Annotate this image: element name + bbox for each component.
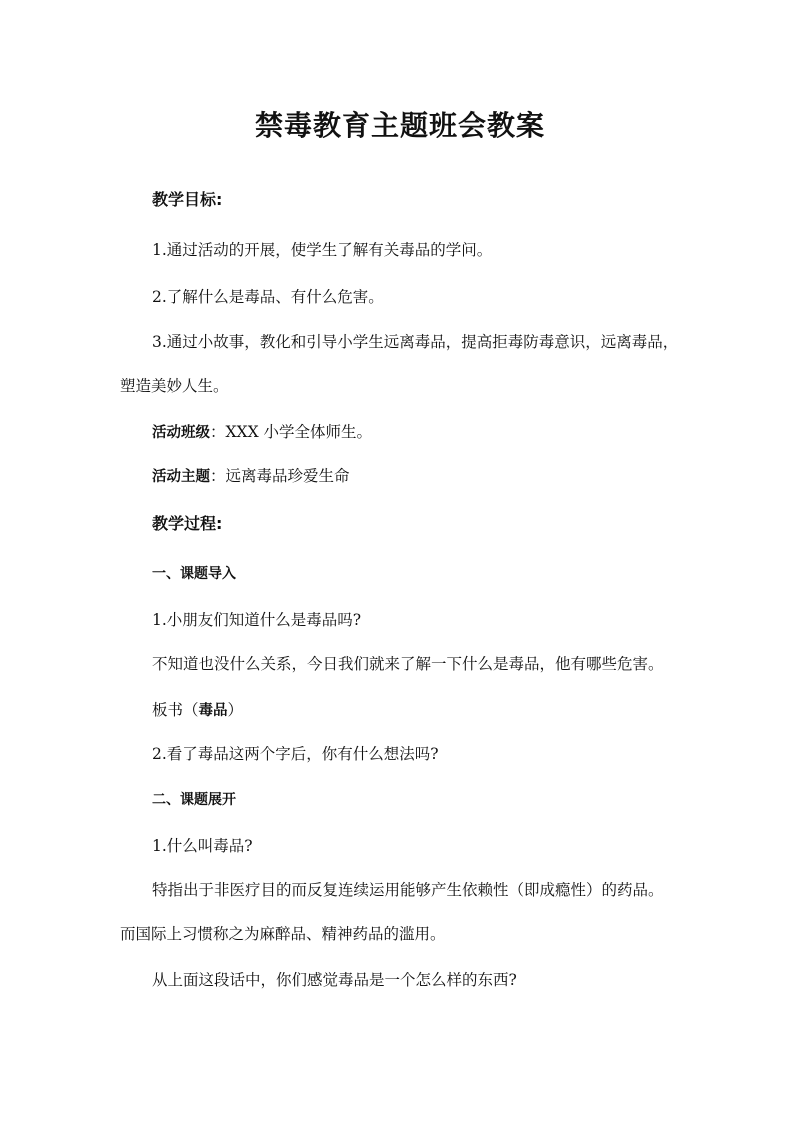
section-2-line-4: 从上面这段话中，你们感觉毒品是一个怎么样的东西? [152, 971, 517, 989]
board-note-suffix: ） [227, 701, 244, 719]
section-2-heading: 二、课题展开 [152, 792, 236, 808]
section-2-line-3: 而国际上习惯称之为麻醉品、精神药品的滥用。 [120, 925, 446, 943]
activity-class-value: ：XXX 小学全体师生。 [210, 423, 373, 441]
board-note-keyword: 毒品 [198, 703, 228, 719]
section-1-question: 2.看了毒品这两个字后，你有什么想法吗? [152, 745, 439, 763]
section-1-heading: 一、课题导入 [152, 566, 236, 582]
objectives-heading: 教学目标: [152, 190, 223, 209]
objective-3-continued: 塑造美妙人生。 [120, 377, 229, 395]
process-heading: 教学过程: [152, 514, 223, 533]
objective-1: 1.通过活动的开展，使学生了解有关毒品的学问。 [152, 241, 493, 259]
section-1-line-2: 不知道也没什么关系，今日我们就来了解一下什么是毒品，他有哪些危害。 [152, 655, 664, 673]
board-note [120, 698, 690, 723]
activity-class-label: 活动班级 [152, 425, 210, 441]
activity-theme [120, 464, 690, 489]
board-note-prefix: 板书（ [152, 701, 199, 719]
objective-2: 2.了解什么是毒品、有什么危害。 [152, 288, 384, 306]
objective-3: 3.通过小故事，教化和引导小学生远离毒品，提高拒毒防毒意识，远离毒品， [152, 333, 679, 351]
section-2-line-1: 1.什么叫毒品? [152, 837, 253, 855]
document-title: 禁毒教育主题班会教案 [254, 109, 545, 142]
section-2-line-2: 特指出于非医疗目的而反复连续运用能够产生依赖性（即成瘾性）的药品。 [152, 881, 664, 899]
activity-theme-value: ：远离毒品珍爱生命 [210, 467, 350, 485]
activity-class [120, 420, 690, 445]
section-1-line-1: 1.小朋友们知道什么是毒品吗? [152, 611, 362, 629]
activity-theme-label: 活动主题 [152, 469, 210, 485]
